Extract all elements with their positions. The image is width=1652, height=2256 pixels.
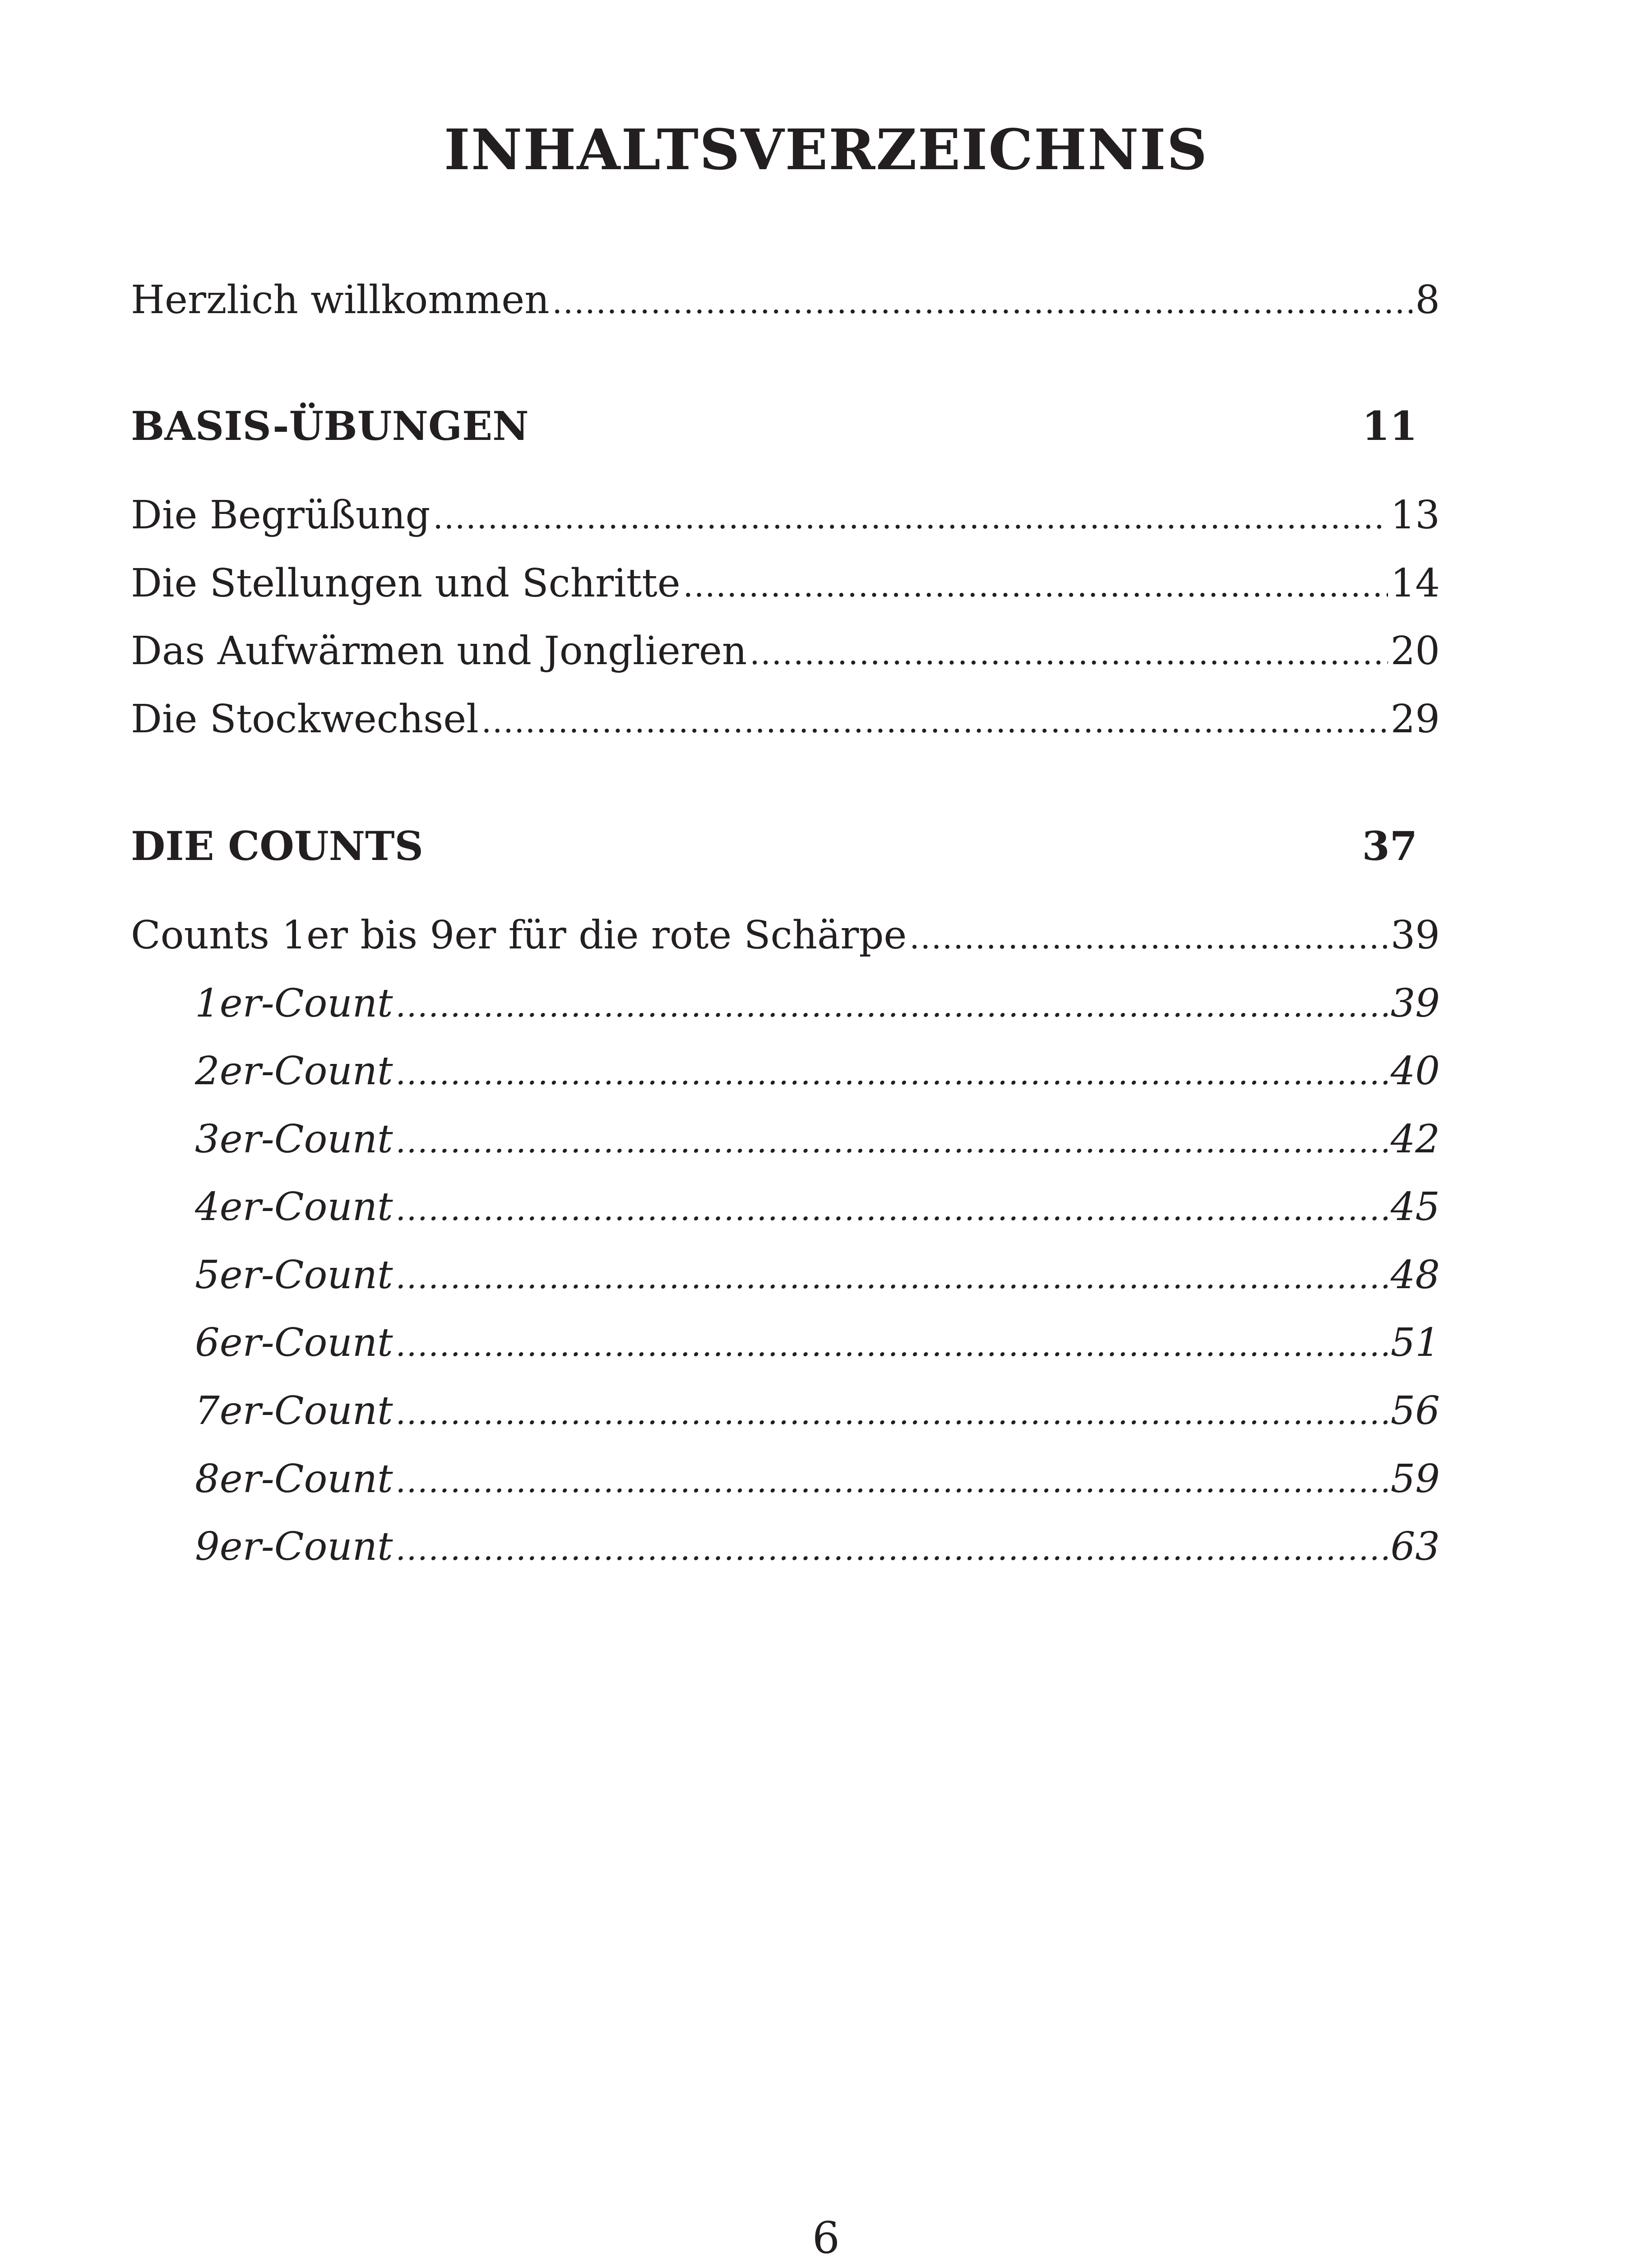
dot-leader [396, 979, 1388, 1033]
toc-entry-label: Die Stockwechsel [131, 697, 479, 742]
dot-leader [396, 1522, 1388, 1576]
toc-subentry[interactable] [195, 1044, 1440, 1100]
section-heading-label: DIE COUNTS [131, 823, 424, 869]
toc-subentry-label: 1er-Count [195, 981, 393, 1026]
dot-leader [552, 275, 1413, 329]
toc-entry[interactable] [131, 692, 1440, 749]
section-heading-label: BASIS-ÜBUNGEN [131, 402, 529, 449]
toc-subentry-label: 5er-Count [195, 1253, 393, 1298]
page-title: INHALTSVERZEICHNIS [444, 117, 1208, 183]
toc-entry-label: Die Begrüßung [131, 493, 430, 538]
section-heading-basis[interactable] [131, 399, 1417, 453]
toc-entry-welcome[interactable] [131, 273, 1440, 329]
dot-leader [396, 1454, 1388, 1508]
toc-subentry-page: 56 [1390, 1388, 1440, 1433]
toc-entry-page: 8 [1415, 277, 1440, 323]
toc-subentry-label: 6er-Count [195, 1320, 393, 1365]
toc-entry-page: 13 [1390, 493, 1440, 538]
toc-subentry-label: 9er-Count [195, 1524, 393, 1569]
page-number: 6 [812, 2213, 840, 2256]
dot-leader [909, 911, 1388, 965]
dot-leader [396, 1182, 1388, 1236]
toc-subentry-label: 3er-Count [195, 1117, 393, 1162]
section-heading-counts[interactable] [131, 819, 1417, 873]
toc-subentry-label: 8er-Count [195, 1456, 393, 1502]
toc-subentry-page: 51 [1390, 1320, 1440, 1365]
toc-entry-page: 20 [1390, 629, 1440, 674]
dot-leader [683, 559, 1388, 613]
toc-subentry-page: 48 [1390, 1253, 1440, 1298]
toc-subentry[interactable] [195, 1316, 1440, 1372]
section-heading-page: 37 [1362, 823, 1417, 869]
dot-leader [396, 1318, 1388, 1372]
toc-subentry-label: 2er-Count [195, 1049, 393, 1094]
toc-subentry[interactable] [195, 1520, 1440, 1576]
dot-leader [750, 626, 1388, 680]
toc-subentry-page: 45 [1390, 1184, 1440, 1230]
toc-entry-page: 29 [1390, 697, 1440, 742]
toc-entry-label: Die Stellungen und Schritte [131, 561, 680, 606]
toc-subentry-page: 39 [1390, 981, 1440, 1026]
toc-subentry-page: 63 [1390, 1524, 1440, 1569]
toc-entry[interactable] [131, 624, 1440, 680]
dot-leader [433, 490, 1388, 545]
toc-entry-label: Herzlich willkommen [131, 277, 550, 323]
toc-entry[interactable] [131, 488, 1440, 545]
toc-subentry-page: 59 [1390, 1456, 1440, 1502]
toc-subentry-page: 40 [1390, 1049, 1440, 1094]
dot-leader [396, 1114, 1388, 1169]
dot-leader [396, 1250, 1388, 1304]
toc-subentry[interactable] [195, 1180, 1440, 1236]
toc-subentry-label: 4er-Count [195, 1184, 393, 1230]
toc-entry-page: 39 [1390, 913, 1440, 958]
section-heading-page: 11 [1362, 402, 1417, 449]
toc-subentry-page: 42 [1390, 1117, 1440, 1162]
toc-entry[interactable] [131, 556, 1440, 613]
toc-subentry-label: 7er-Count [195, 1388, 393, 1433]
toc-subentry[interactable] [195, 1452, 1440, 1508]
dot-leader [481, 694, 1388, 749]
toc-entry[interactable] [131, 908, 1440, 965]
toc-subentry[interactable] [195, 1112, 1440, 1169]
toc-entry-label: Counts 1er bis 9er für die rote Schärpe [131, 913, 907, 958]
toc-subentry[interactable] [195, 1384, 1440, 1440]
dot-leader [396, 1386, 1388, 1440]
toc-entry-page: 14 [1390, 561, 1440, 606]
toc-entry-label: Das Aufwärmen und Jonglieren [131, 629, 747, 674]
dot-leader [396, 1046, 1388, 1100]
toc-subentry[interactable] [195, 1248, 1440, 1304]
toc-subentry[interactable] [195, 976, 1440, 1033]
